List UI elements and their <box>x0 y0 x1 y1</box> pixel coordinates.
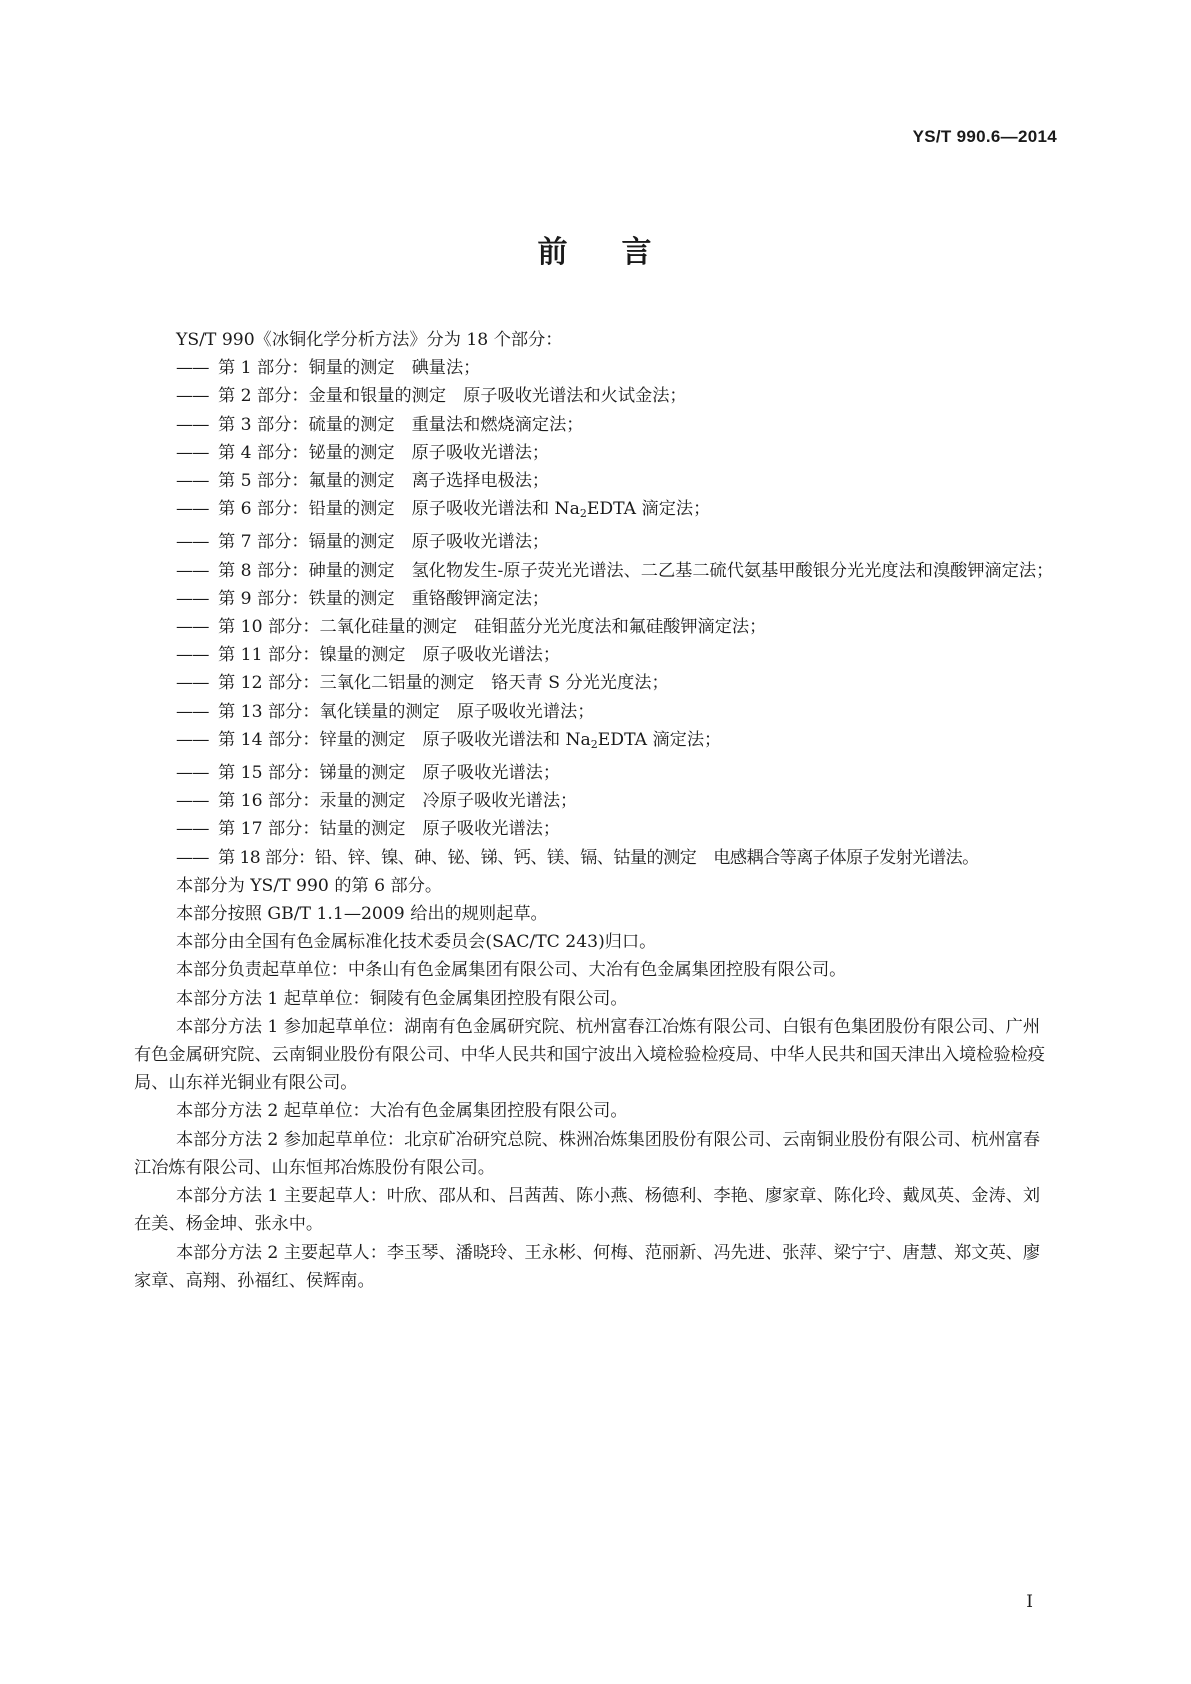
part-item: —— 第 16 部分：汞量的测定 冷原子吸收光谱法； <box>176 791 578 812</box>
part-item: —— 第 11 部分：镍量的测定 原子吸收光谱法； <box>176 645 561 666</box>
part-item: —— 第 1 部分：铜量的测定 碘量法； <box>176 358 481 379</box>
paragraph: 本部分方法 2 主要起草人：李玉琴、潘晓玲、王永彬、何梅、范丽新、冯先进、张萍、梁宁宁、唐慧、郑文英、廖家章、高翔、孙福红、侯辉南。 <box>134 1242 1041 1291</box>
part-item: —— 第 12 部分：三氧化二铝量的测定 铬天青 S 分光光度法； <box>176 673 669 694</box>
intro-line: YS/T 990《冰铜化学分析方法》分为 18 个部分： <box>176 330 563 350</box>
paragraph: 本部分为 YS/T 990 的第 6 部分。 <box>176 875 443 896</box>
part-item: —— 第 18 部分：铅、锌、镍、砷、铋、锑、钙、镁、镉、钴量的测定 电感耦合等离子体原子发射光谱法。 <box>176 847 979 868</box>
page-number: I <box>1026 1592 1033 1612</box>
part-item: —— 第 6 部分：铅量的测定 原子吸收光谱法和 $Na_2EDTA$ 滴定法； <box>176 499 711 521</box>
document-code: YS/T 990.6—2014 <box>912 127 1057 146</box>
paragraph: 本部分方法 1 参加起草单位：湖南有色金属研究院、杭州富春江冶炼有限公司、白银有色集团股份有限公司、广州有色金属研究院、云南铜业股份有限公司、中华人民共和国宁波出入境检验检疫局、中华人民共和国天津出入境检验检疫局、山东祥光铜业有限公司。 <box>134 1016 1045 1094</box>
part-item: —— 第 10 部分：二氧化硅量的测定 硅钼蓝分光光度法和氟硅酸钾滴定法； <box>176 617 767 638</box>
part-item: —— 第 5 部分：氟量的测定 离子选择电极法； <box>176 471 550 492</box>
part-item: —— 第 17 部分：钴量的测定 原子吸收光谱法； <box>176 819 561 840</box>
title-char-2: 言 <box>621 235 654 270</box>
part-item: —— 第 2 部分：金量和银量的测定 原子吸收光谱法和火试金法； <box>176 386 687 407</box>
paragraph: 本部分负责起草单位：中条山有色金属集团有限公司、大冶有色金属集团控股有限公司。 <box>176 960 847 981</box>
foreword-body <box>134 326 1056 1295</box>
part-item: —— 第 15 部分：锑量的测定 原子吸收光谱法； <box>176 763 561 784</box>
part-item: —— 第 13 部分：氧化镁量的测定 原子吸收光谱法； <box>176 701 595 722</box>
paragraph: 本部分方法 1 主要起草人：叶欣、邵从和、吕茜茜、陈小燕、杨德利、李艳、廖家章、陈化玲、戴凤英、金涛、刘在美、杨金坤、张永中。 <box>134 1186 1041 1235</box>
paragraph: 本部分按照 GB/T 1.1—2009 给出的规则起草。 <box>176 904 548 925</box>
part-item: —— 第 4 部分：铋量的测定 原子吸收光谱法； <box>176 442 550 463</box>
title-char-1: 前 <box>537 235 570 270</box>
part-item: —— 第 8 部分：砷量的测定 氢化物发生-原子荧光光谱法、二乙基二硫代氨基甲酸银分光光度法和溴酸钾滴定法； <box>176 560 1054 581</box>
part-item: —— 第 3 部分：硫量的测定 重量法和燃烧滴定法； <box>176 414 584 435</box>
paragraph: 本部分方法 2 参加起草单位：北京矿冶研究总院、株洲冶炼集团股份有限公司、云南铜业股份有限公司、杭州富春江冶炼有限公司、山东恒邦冶炼股份有限公司。 <box>134 1129 1041 1178</box>
paragraph: 本部分方法 2 起草单位：大冶有色金属集团控股有限公司。 <box>176 1101 628 1122</box>
part-item: —— 第 7 部分：镉量的测定 原子吸收光谱法； <box>176 532 550 553</box>
paragraph: 本部分方法 1 起草单位：铜陵有色金属集团控股有限公司。 <box>176 988 628 1009</box>
part-item: —— 第 9 部分：铁量的测定 重铬酸钾滴定法； <box>176 588 550 609</box>
paragraph: 本部分由全国有色金属标准化技术委员会(SAC/TC 243)归口。 <box>176 932 657 953</box>
page-title <box>0 227 1191 271</box>
part-item: —— 第 14 部分：锌量的测定 原子吸收光谱法和 $Na_2EDTA$ 滴定法； <box>176 729 722 751</box>
